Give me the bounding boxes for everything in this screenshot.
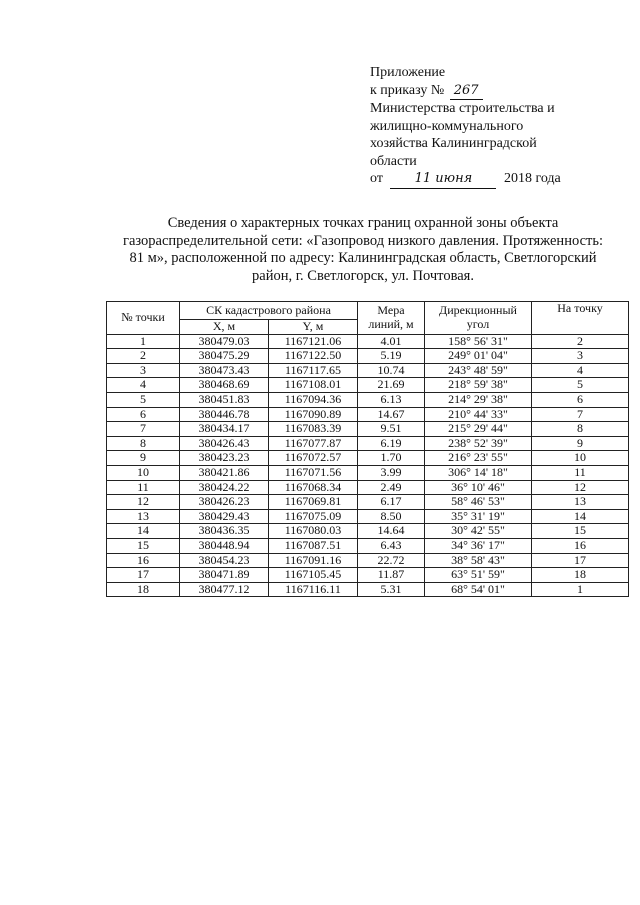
cell-y: 1167091.16 <box>269 553 358 568</box>
table-row <box>107 436 629 451</box>
cell-point: 15 <box>107 538 180 553</box>
header-measure: Мера линий, м <box>358 302 425 335</box>
cell-point: 4 <box>107 378 180 393</box>
cell-direction: 306° 14' 18" <box>425 465 532 480</box>
cell-x: 380479.03 <box>180 334 269 349</box>
cell-measure: 6.13 <box>358 392 425 407</box>
cell-measure: 6.19 <box>358 436 425 451</box>
appendix-label: Приложение <box>370 65 446 80</box>
cell-measure: 9.51 <box>358 422 425 437</box>
cell-direction: 214° 29' 38" <box>425 392 532 407</box>
title-line-4: район, г. Светлогорск, ул. Почтовая. <box>252 267 474 284</box>
cell-to-point: 1 <box>532 582 629 597</box>
cell-x: 380448.94 <box>180 538 269 553</box>
table-row <box>107 553 629 568</box>
cell-x: 380446.78 <box>180 407 269 422</box>
cell-point: 7 <box>107 422 180 437</box>
table-row <box>107 524 629 539</box>
cell-point: 10 <box>107 465 180 480</box>
cell-y: 1167071.56 <box>269 465 358 480</box>
cell-y: 1167116.11 <box>269 582 358 597</box>
cell-y: 1167121.06 <box>269 334 358 349</box>
header-sk: СК кадастрового района <box>180 302 358 320</box>
cell-measure: 14.67 <box>358 407 425 422</box>
cell-measure: 3.99 <box>358 465 425 480</box>
cell-measure: 11.87 <box>358 568 425 583</box>
cell-to-point: 9 <box>532 436 629 451</box>
cell-direction: 38° 58' 43" <box>425 553 532 568</box>
cell-measure: 5.31 <box>358 582 425 597</box>
cell-measure: 8.50 <box>358 509 425 524</box>
cell-y: 1167083.39 <box>269 422 358 437</box>
cell-to-point: 7 <box>532 407 629 422</box>
cell-to-point: 11 <box>532 465 629 480</box>
title-line-2: газораспределительной сети: «Газопровод низкого давления. Протяженность: <box>123 232 603 249</box>
cell-y: 1167087.51 <box>269 538 358 553</box>
order-number: 267 <box>450 82 483 101</box>
cell-x: 380475.29 <box>180 349 269 364</box>
cell-y: 1167090.89 <box>269 407 358 422</box>
cell-measure: 21.69 <box>358 378 425 393</box>
order-prefix: к приказу № <box>370 82 445 98</box>
cell-point: 2 <box>107 349 180 364</box>
date-suffix: 2018 года <box>503 171 561 186</box>
cell-y: 1167117.65 <box>269 363 358 378</box>
date-line <box>370 170 630 189</box>
cell-measure: 22.72 <box>358 553 425 568</box>
cell-x: 380429.43 <box>180 509 269 524</box>
cell-measure: 10.74 <box>358 363 425 378</box>
appendix-header <box>370 64 630 189</box>
table-row <box>107 407 629 422</box>
cell-y: 1167072.57 <box>269 451 358 466</box>
date-prefix: от <box>370 171 383 186</box>
cell-measure: 4.01 <box>358 334 425 349</box>
cell-point: 3 <box>107 363 180 378</box>
cell-measure: 5.19 <box>358 349 425 364</box>
cell-y: 1167105.45 <box>269 568 358 583</box>
table-row <box>107 568 629 583</box>
cell-point: 16 <box>107 553 180 568</box>
cell-y: 1167077.87 <box>269 436 358 451</box>
cell-y: 1167068.34 <box>269 480 358 495</box>
cell-y: 1167080.03 <box>269 524 358 539</box>
cell-y: 1167094.36 <box>269 392 358 407</box>
cell-x: 380424.22 <box>180 480 269 495</box>
cell-direction: 218° 59' 38" <box>425 378 532 393</box>
title-line-3: 81 м», расположенной по адресу: Калининградская область, Светлогорский <box>129 250 597 266</box>
cell-point: 9 <box>107 451 180 466</box>
cell-to-point: 6 <box>532 392 629 407</box>
cell-x: 380477.12 <box>180 582 269 597</box>
cell-y: 1167108.01 <box>269 378 358 393</box>
table-row <box>107 363 629 378</box>
cell-direction: 68° 54' 01" <box>425 582 532 597</box>
table-row <box>107 582 629 597</box>
cell-point: 17 <box>107 568 180 583</box>
cell-y: 1167069.81 <box>269 495 358 510</box>
cell-x: 380434.17 <box>180 422 269 437</box>
cell-to-point: 4 <box>532 363 629 378</box>
cell-to-point: 15 <box>532 524 629 539</box>
title-line-1: Сведения о характерных точках границ охранной зоны объекта <box>167 215 559 231</box>
cell-direction: 243° 48' 59" <box>425 363 532 378</box>
coordinates-table <box>106 301 629 597</box>
cell-x: 380451.83 <box>180 392 269 407</box>
cell-x: 380436.35 <box>180 524 269 539</box>
cell-measure: 2.49 <box>358 480 425 495</box>
cell-x: 380471.89 <box>180 568 269 583</box>
table-row <box>107 465 629 480</box>
cell-measure: 1.70 <box>358 451 425 466</box>
table-row <box>107 495 629 510</box>
table-row <box>107 378 629 393</box>
cell-x: 380454.23 <box>180 553 269 568</box>
cell-to-point: 3 <box>532 349 629 364</box>
table-row <box>107 392 629 407</box>
ministry-line-2: жилищно-коммунального <box>370 118 524 134</box>
ministry-line-1: Министерства строительства и <box>370 101 555 116</box>
table-row <box>107 334 629 349</box>
date-handwritten: 11 июня <box>390 170 496 189</box>
cell-x: 380473.43 <box>180 363 269 378</box>
ministry-line-4: области <box>370 153 417 169</box>
header-y: Y, м <box>269 320 358 335</box>
cell-x: 380423.23 <box>180 451 269 466</box>
cell-to-point: 12 <box>532 480 629 495</box>
table-row <box>107 422 629 437</box>
cell-direction: 36° 10' 46" <box>425 480 532 495</box>
cell-to-point: 16 <box>532 538 629 553</box>
cell-measure: 6.17 <box>358 495 425 510</box>
cell-direction: 238° 52' 39" <box>425 436 532 451</box>
cell-point: 5 <box>107 392 180 407</box>
header-point: № точки <box>107 302 180 335</box>
table-row <box>107 349 629 364</box>
ministry-line-3: хозяйства Калининградской <box>370 136 537 151</box>
cell-x: 380426.43 <box>180 436 269 451</box>
cell-direction: 216° 23' 55" <box>425 451 532 466</box>
table-row <box>107 451 629 466</box>
cell-x: 380421.86 <box>180 465 269 480</box>
cell-to-point: 18 <box>532 568 629 583</box>
cell-direction: 30° 42' 55" <box>425 524 532 539</box>
table-body <box>107 334 629 597</box>
cell-direction: 249° 01' 04" <box>425 349 532 364</box>
cell-to-point: 2 <box>532 334 629 349</box>
cell-measure: 6.43 <box>358 538 425 553</box>
cell-direction: 210° 44' 33" <box>425 407 532 422</box>
cell-point: 6 <box>107 407 180 422</box>
cell-direction: 34° 36' 17" <box>425 538 532 553</box>
table-row <box>107 509 629 524</box>
cell-x: 380468.69 <box>180 378 269 393</box>
cell-to-point: 10 <box>532 451 629 466</box>
cell-to-point: 5 <box>532 378 629 393</box>
cell-y: 1167075.09 <box>269 509 358 524</box>
cell-point: 14 <box>107 524 180 539</box>
cell-point: 13 <box>107 509 180 524</box>
header-to-point: На точку <box>532 302 629 335</box>
cell-x: 380426.23 <box>180 495 269 510</box>
cell-direction: 215° 29' 44" <box>425 422 532 437</box>
cell-direction: 35° 31' 19" <box>425 509 532 524</box>
cell-to-point: 14 <box>532 509 629 524</box>
cell-y: 1167122.50 <box>269 349 358 364</box>
cell-point: 11 <box>107 480 180 495</box>
cell-measure: 14.64 <box>358 524 425 539</box>
header-direction: Дирекционный угол <box>425 302 532 335</box>
cell-to-point: 17 <box>532 553 629 568</box>
order-line <box>370 82 630 101</box>
cell-direction: 58° 46' 53" <box>425 495 532 510</box>
document-title <box>118 215 608 285</box>
table-row <box>107 538 629 553</box>
cell-direction: 158° 56' 31" <box>425 334 532 349</box>
cell-point: 1 <box>107 334 180 349</box>
cell-to-point: 8 <box>532 422 629 437</box>
cell-point: 8 <box>107 436 180 451</box>
table-row <box>107 480 629 495</box>
cell-point: 18 <box>107 582 180 597</box>
header-x: X, м <box>180 320 269 335</box>
cell-direction: 63° 51' 59" <box>425 568 532 583</box>
cell-to-point: 13 <box>532 495 629 510</box>
cell-point: 12 <box>107 495 180 510</box>
